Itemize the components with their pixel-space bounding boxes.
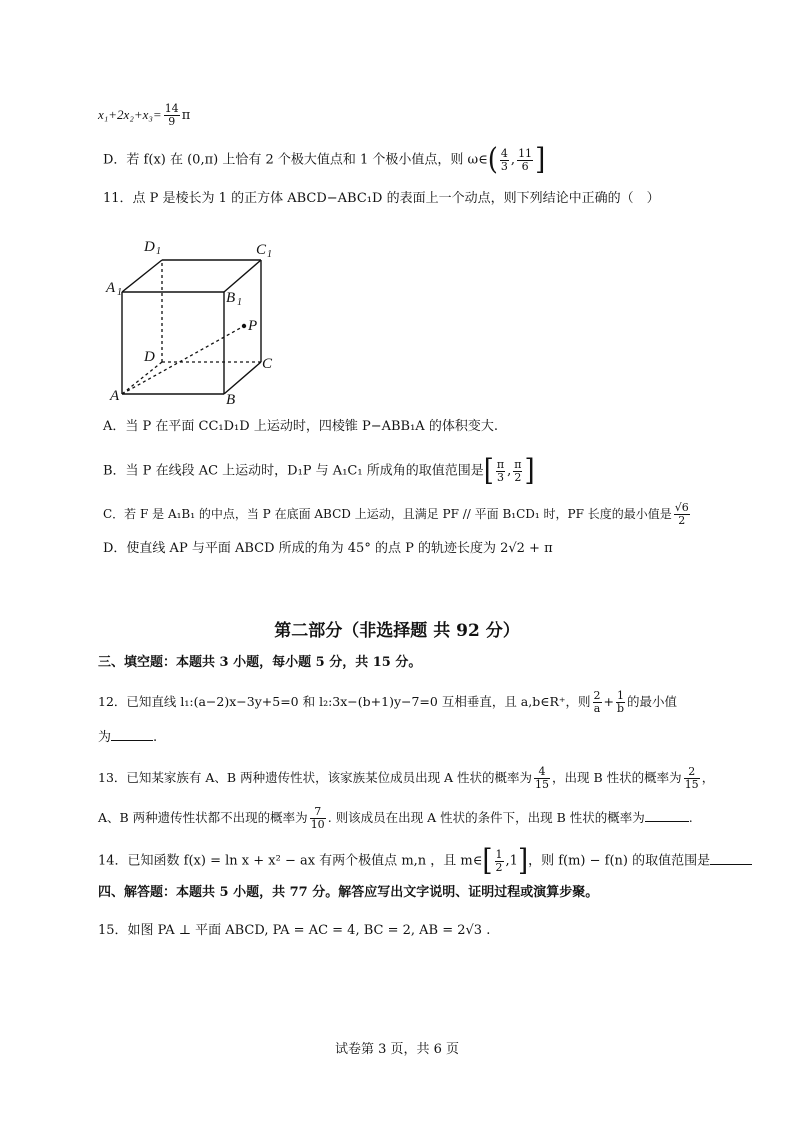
equation-line: x₁+2x₂+x₃= $\frac{14}{9}$ π [98,102,191,128]
option-d-top: D．若 f(x) 在 (0,π) 上恰有 2 个极大值点和 1 个极小值点，则 ω∈( $\frac{4}{3}$ , $\frac{11}{6}$ ] [103,142,546,178]
question-14: 14．已知函数 f(x) = ln x + x² − ax 有两个极值点 m,n ，且 m∈[ $\frac{1}{2}$ ,1]，则 f(m) − f(n) 的取值范围是 [98,848,752,874]
label-c1: C [256,242,267,258]
question-12-line2: 为 . [98,730,158,745]
answer-blank-12[interactable] [111,728,153,741]
label-p: P [248,318,258,334]
label-d1: D [144,239,155,255]
question-11-option-c: C．若 F 是 A₁B₁ 的中点，当 P 在底面 ABCD 上运动，且满足 PF // 平面 B₁CD₁ 时，PF 长度的最小值是 $\frac{√6}{2}$ [103,501,689,527]
question-13-line2: A、B 两种遗传性状都不出现的概率为 $\frac{7}{10}$ . 则该成员在出现 A 性状的条件下，出现 B 性状的概率为 . [98,805,693,831]
answer-blank-14[interactable] [710,852,752,865]
label-b: B [226,392,236,406]
cube-figure [104,234,294,406]
svg-text:1: 1 [237,297,242,308]
label-a1: A [106,280,116,296]
part2-title: 第二部分（非选择题 共 92 分） [274,621,520,641]
label-b1: B [226,290,236,306]
question-13-line1: 13．已知某家族有 A、B 两种遗传性状，该家族某位成员出现 A 性状的概率为 $\frac{4}{15}$ ，出现 B 性状的概率为 $\frac{2}{15}$ ， [98,765,715,791]
section-3-heading: 三、填空题：本题共 3 小题，每小题 5 分，共 15 分。 [98,655,422,670]
answer-blank-13[interactable] [645,809,689,822]
label-a: A [110,388,120,404]
question-15: 15．如图 PA ⊥ 平面 ABCD, PA = AC = 4, BC = 2, AB = 2√3 . [98,923,491,938]
question-11-option-d: D．使直线 AP 与平面 ABCD 所成的角为 45° 的点 P 的轨迹长度为 2√2 + π [103,541,553,556]
question-11-stem: 11．点 P 是棱长为 1 的正方体 ABCD−ABC₁D 的表面上一个动点，则下列结论中正确的（ ） [103,191,660,206]
page-footer: 试卷第 3 页，共 6 页 [334,1042,460,1057]
question-11-option-b: B．当 P 在线段 AC 上运动时，D₁P 与 A₁C₁ 所成角的取值范围是[ $\frac{\pi}{3}$ , $\frac{\pi}{2}$ ] [103,453,535,489]
question-12-line1: 12．已知直线 l₁:(a−2)x−3y+5=0 和 l₂:3x−(b+1)y−7=0 互相垂直，且 a,b∈R⁺，则 $\frac{2}{a}$ + $\frac{1}{b}$ 的最小值 [98,689,678,715]
question-11-option-a: A．当 P 在平面 CC₁D₁D 上运动时，四棱锥 P−ABB₁A 的体积变大. [103,419,498,434]
svg-text:1: 1 [267,249,272,260]
label-c: C [262,356,273,372]
label-d: D [144,349,155,365]
section-4-heading: 四、解答题：本题共 5 小题，共 77 分。解答应写出文字说明、证明过程或演算步聚。 [98,885,599,900]
svg-text:1: 1 [117,287,122,298]
svg-text:1: 1 [156,246,161,257]
